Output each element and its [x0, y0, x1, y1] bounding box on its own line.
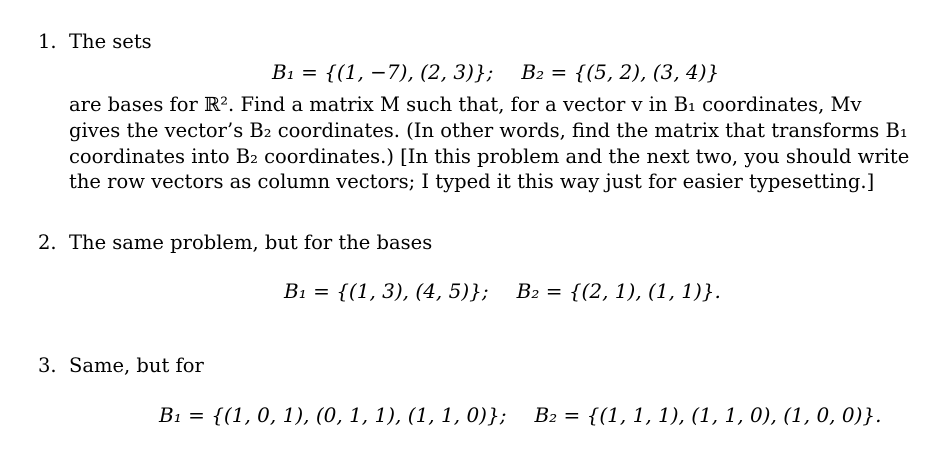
problem-2-heading-text: The same problem, but for the bases — [69, 231, 433, 254]
problem-1-paragraph-line: gives the vector’s B₂ coordinates. (In other words, find the matrix that transforms B₁ — [69, 118, 908, 142]
problem-1-paragraph-line: are bases for ℝ². Find a matrix M such that, for a vector v in B₁ coordinates, Mv — [69, 93, 862, 116]
problem-1-basis-display — [272, 59, 719, 85]
problem-1-basis-b1: B₁ = {(1, −7), (2, 3)}; — [272, 60, 494, 84]
problem-2-basis-display — [284, 278, 721, 304]
problem-2-basis-b2: B₂ = {(2, 1), (1, 1)}. — [516, 279, 721, 303]
problem-1-paragraph-line: the row vectors as column vectors; I typed it this way just for easier typesetting.] — [69, 170, 875, 194]
problem-1-basis-b2: B₂ = {(5, 2), (3, 4)} — [521, 60, 720, 84]
problem-1-number: 1. — [38, 30, 57, 53]
problem-1-paragraph — [69, 92, 910, 195]
problem-1-heading — [38, 29, 152, 55]
problem-1-paragraph-line: coordinates into B₂ coordinates.) [In this problem and the next two, you should write — [69, 144, 910, 168]
problem-3-basis-display — [159, 402, 882, 428]
problem-3-basis-b2: B₂ = {(1, 1, 1), (1, 1, 0), (1, 0, 0)}. — [534, 403, 882, 427]
problem-2-number: 2. — [38, 231, 57, 254]
problem-3-basis-b1: B₁ = {(1, 0, 1), (0, 1, 1), (1, 1, 0)}; — [159, 403, 507, 427]
problem-3-number: 3. — [38, 354, 57, 377]
problem-2-basis-b1: B₁ = {(1, 3), (4, 5)}; — [284, 279, 489, 303]
problem-2-heading — [38, 230, 432, 256]
problem-3-heading — [38, 353, 204, 379]
problem-1-heading-text: The sets — [69, 30, 152, 53]
problem-3-heading-text: Same, but for — [69, 354, 204, 377]
